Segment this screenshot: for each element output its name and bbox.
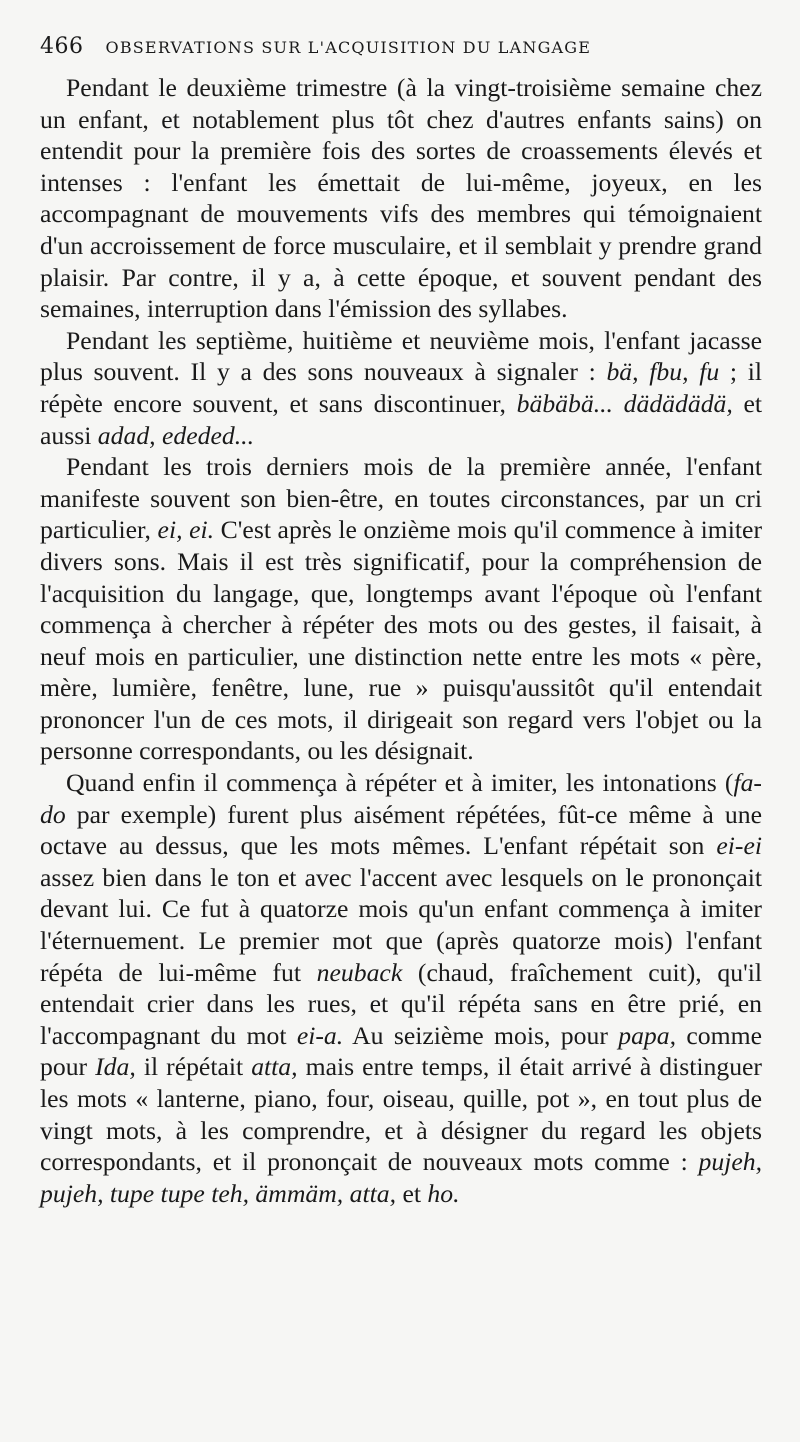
italic-run: papa, bbox=[618, 1020, 677, 1050]
text-run: Quand enfin il commença à répéter et à imiter, les intonations ( bbox=[66, 768, 734, 798]
text-run: ; il répète encore souvent, et sans discontinuer, bbox=[40, 357, 762, 418]
text-run: mais entre temps, il était arrivé à distinguer les mots « lanterne, piano, four, oiseau, quille, pot », en tout plus de vingt mots, à les comprendre, et à désigner du regard les objets correspondants, et il prononçait de nouveaux mots comme : bbox=[40, 1052, 762, 1177]
italic-run: bä, fbu, fu bbox=[606, 357, 720, 387]
italic-run: neuback bbox=[316, 957, 403, 987]
italic-run: atta, bbox=[251, 1052, 298, 1082]
text-run: assez bien dans le ton et avec l'accent avec lesquels on le prononçait devant lui. Ce fut à quatorze mois qu'un enfant commença à imiter l'éternuement. Le premier mot que (après quatorze mois) l'enfant répéta de lui-même fut bbox=[40, 862, 762, 987]
text-run: et aussi bbox=[40, 388, 763, 450]
text-run: comme pour bbox=[40, 1020, 762, 1082]
running-title: OBSERVATIONS SUR L'ACQUISITION DU LANGAGE bbox=[105, 38, 592, 57]
text-run: Pendant le deuxième trimestre (à la vingt-troisième semaine chez un enfant, et notablement plus tôt chez d'autres enfants sains) on entendit pour la première fois des sortes de croassements élevés et intenses : l'enfant les émettait de lui-même, joyeux, en les accompagnant de mouvements vifs des membres qui témoignaient d'un accroissement de force musculaire, et il semblait y prendre grand plaisir. Par contre, il y a, à cette époque, et souvent pendant des semaines, interruption dans l'émission des syllabes. bbox=[40, 73, 762, 324]
italic-run: Ida, bbox=[95, 1052, 136, 1082]
italic-run: bäbäbä... dädädädä, bbox=[516, 388, 733, 418]
running-head bbox=[40, 34, 760, 62]
text-run: il répétait bbox=[135, 1052, 252, 1082]
text-run: Au seizième mois, pour bbox=[343, 1020, 619, 1050]
body-text bbox=[40, 72, 762, 1209]
page-number: 466 bbox=[40, 34, 84, 59]
paragraph-2 bbox=[40, 325, 762, 451]
text-run: Pendant les trois derniers mois de la première année, l'enfant manifeste souvent son bien-être, en toutes circonstances, par un cri particulier, bbox=[40, 452, 762, 545]
italic-run: pujeh, pujeh, tupe tupe teh, ämmäm, atta, bbox=[40, 1147, 762, 1208]
italic-run: ei-ei bbox=[716, 831, 762, 861]
paragraph-3 bbox=[40, 451, 762, 767]
italic-run: fa-do bbox=[40, 768, 762, 829]
text-run: Pendant les septième, huitième et neuvième mois, l'enfant jacasse plus souvent. Il y a des sons nouveaux à signaler : bbox=[40, 325, 762, 387]
text-run: et bbox=[396, 1178, 428, 1208]
text-run: C'est après le onzième mois qu'il commence à imiter divers sons. Mais il est très significatif, pour la compréhension de l'acquisition du langage, que, longtemps avant l'époque où l'enfant commença à chercher à répéter des mots ou des gestes, il faisait, à neuf mois en particulier, une distinction nette entre les mots « père, mère, lumière, fenêtre, lune, rue » puisqu'aussitôt qu'il entendait prononcer l'un de ces mots, il dirigeait son regard vers l'objet ou la personne correspondants, ou les désignait. bbox=[40, 515, 762, 766]
italic-run: adad, ededed... bbox=[97, 420, 255, 450]
text-run: par exemple) furent plus aisément répétées, fût-ce même à une octave au dessus, que les mots mêmes. L'enfant répétait son bbox=[40, 799, 762, 861]
italic-run: ei, ei. bbox=[157, 515, 215, 545]
paragraph-4 bbox=[40, 767, 762, 1209]
text-run: (chaud, fraîchement cuit), qu'il entendait crier dans les rues, et qu'il répéta sans en être prié, en l'accompagnant du mot bbox=[40, 957, 762, 1050]
paragraph-1 bbox=[40, 72, 762, 325]
italic-run: ho. bbox=[427, 1178, 460, 1208]
italic-run: ei-a. bbox=[296, 1020, 344, 1050]
